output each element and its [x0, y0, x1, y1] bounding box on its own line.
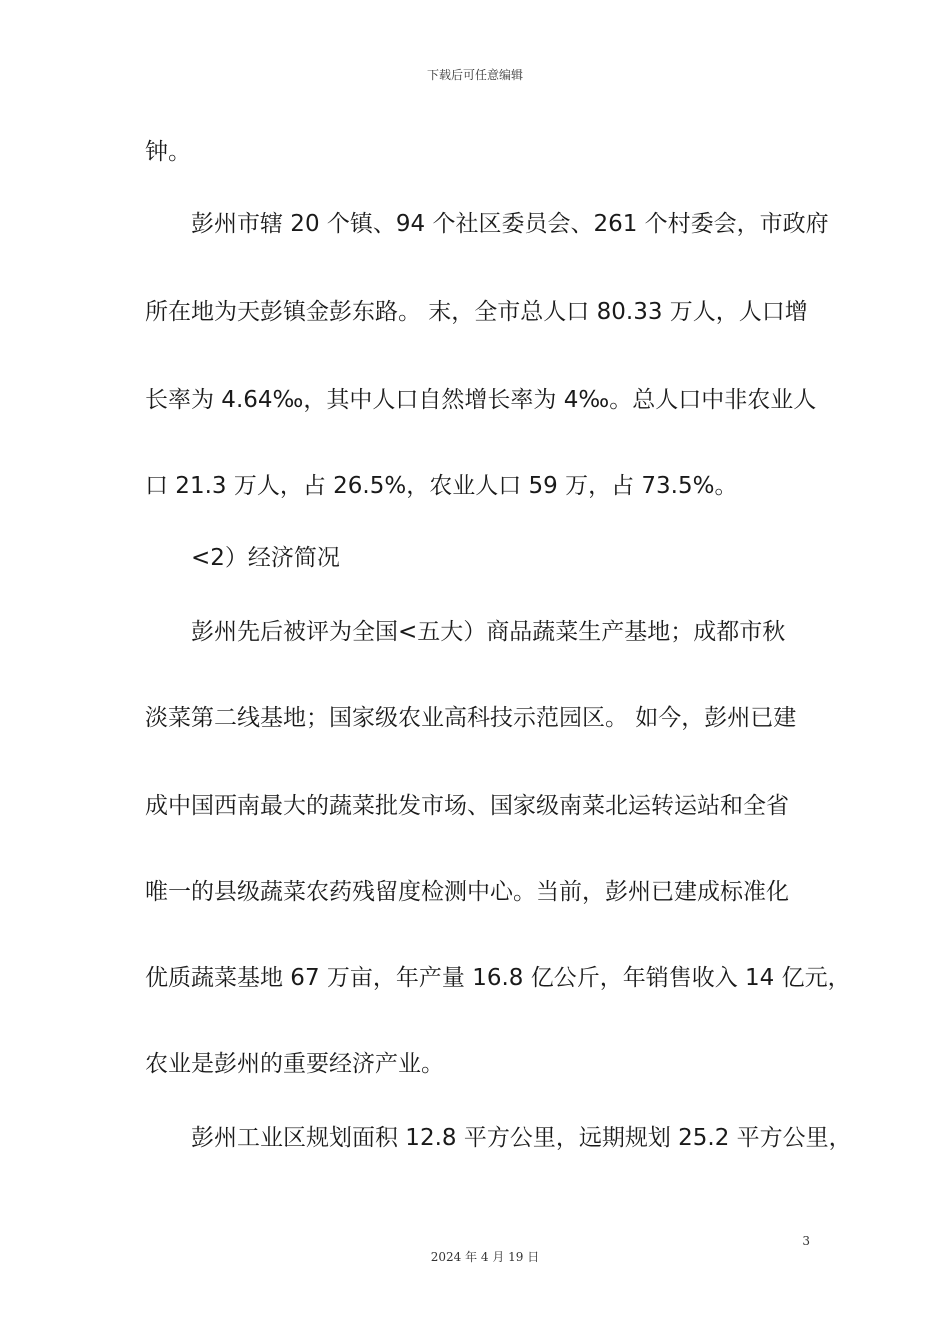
text-line: 成中国西南最大的蔬菜批发市场、国家级南菜北运转运站和全省	[145, 793, 789, 819]
text-line: 淡菜第二线基地；国家级农业高科技示范园区。 如今，彭州已建	[145, 705, 797, 731]
text-line: 所在地为天彭镇金彭东路。 末，全市总人口 80.33 万人，人口增	[145, 299, 808, 325]
text-line: 彭州市辖 20 个镇、94 个社区委员会、261 个村委会，市政府	[191, 211, 829, 237]
text-line: 钟。	[145, 139, 191, 165]
text-line: 彭州工业区规划面积 12.8 平方公里，远期规划 25.2 平方公里，	[191, 1125, 852, 1151]
text-line: 口 21.3 万人，占 26.5%，农业人口 59 万，占 73.5%。	[145, 473, 738, 499]
page-header: 下载后可任意编辑	[426, 68, 523, 82]
footer-date: 2024 年 4 月 19 日	[430, 1250, 540, 1264]
section-heading: <2）经济简况	[191, 545, 340, 571]
text-line: 唯一的县级蔬菜农药残留度检测中心。当前，彭州已建成标准化	[145, 879, 789, 905]
page-number: 3	[802, 1234, 810, 1248]
text-line: 彭州先后被评为全国<五大）商品蔬菜生产基地；成都市秋	[191, 619, 786, 645]
text-line: 长率为 4.64‰，其中人口自然增长率为 4‰。总人口中非农业人	[145, 387, 817, 413]
text-line: 农业是彭州的重要经济产业。	[145, 1051, 444, 1077]
text-line: 优质蔬菜基地 67 万亩，年产量 16.8 亿公斤，年销售收入 14 亿元，	[145, 965, 851, 991]
